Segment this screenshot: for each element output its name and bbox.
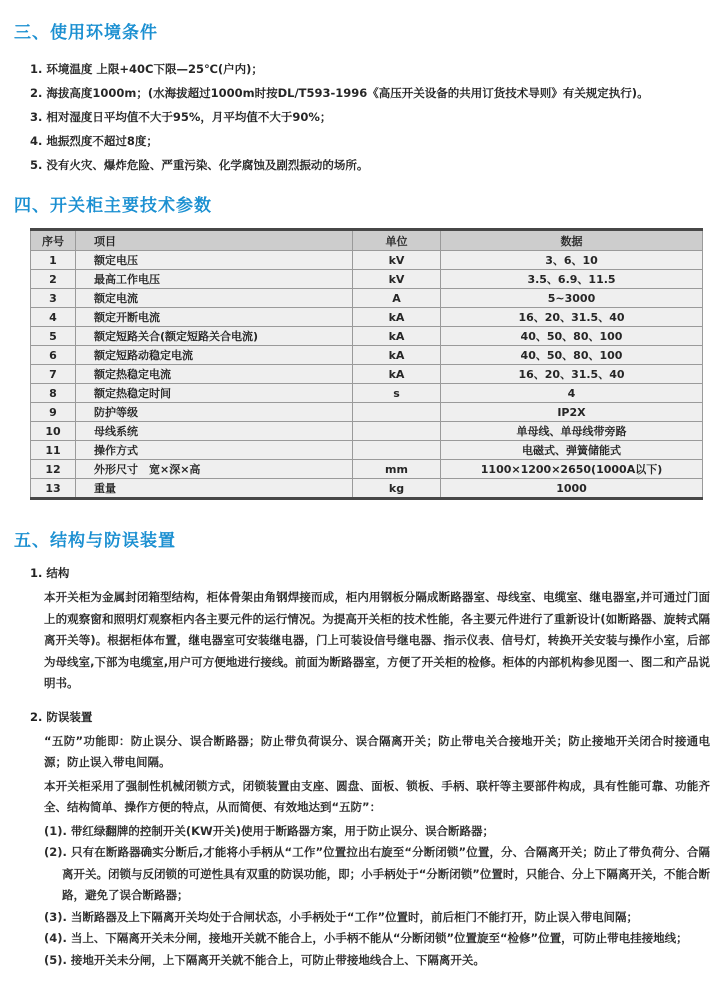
list-item: 5. 没有火灾、爆炸危险、严重污染、化学腐蚀及剧烈振动的场所。 [30,158,369,172]
cell-unit: mm [353,460,441,479]
column-header-data: 数据 [441,230,703,251]
table-row [31,460,703,479]
cell-item: 母线系统 [76,422,353,441]
cell-number: 10 [31,422,76,441]
cell-number: 5 [31,327,76,346]
section-structure-interlock [14,526,710,971]
subsection-structure-heading: 1. 结构 [30,566,70,580]
cell-number: 7 [31,365,76,384]
list-item: 2. 海拔高度1000m；(水海拔超过1000m时按DL/T593-1996《高压开关设备的共用订货技术导则》有关规定执行)。 [30,86,649,100]
list-item: (2). 只有在断路器确实分断后,才能将小手柄从“工作”位置拉出右旋至“分断闭锁”位置，分、合隔离开关；防止了带负荷分、合隔离开关。闭锁与反闭锁的可逆性具有双重的防误功能，即；小手柄处于“分断闭锁”位置时，只能合、分上下隔离开关，不能合断路，避免了误合断路器； [44,845,710,902]
list-item: 3. 相对湿度日平均值不大于95%，月平均值不大于90%； [30,110,332,124]
list-item: 4. 地振烈度不超过8度； [30,134,158,148]
table-row [31,422,703,441]
cell-data: 电磁式、弹簧储能式 [441,441,703,460]
column-header-unit: 单位 [353,230,441,251]
cell-unit: kV [353,251,441,270]
section-usage-environment [14,18,701,177]
interlock-items-list [44,821,710,972]
cell-data: 40、50、80、100 [441,346,703,365]
subsection-interlock-heading: 2. 防误装置 [30,709,93,724]
interlock-mechanism-paragraph: 本开关柜采用了强制性机械闭锁方式，闭锁装置由支座、圆盘、面板、锁板、手柄、联杆等主要部件构成，具有性能可靠、功能齐全、结构简单、操作方便的特点，从而简便、有效地达到“五防”： [44,778,710,814]
cell-data: IP2X [441,403,703,422]
cell-data: 40、50、80、100 [441,327,703,346]
cell-unit: A [353,289,441,308]
cell-data: 4 [441,384,703,403]
cell-data: 1000 [441,479,703,499]
list-item: (4). 当上、下隔离开关未分闸，接地开关就不能合上，小手柄不能从“分断闭锁”位置旋至“检修”位置，可防止带电挂接地线； [44,931,688,945]
table-row [31,479,703,499]
list-item: 1. 环境温度 上限+40C下限—25℃(户内)； [30,62,263,76]
table-row [31,346,703,365]
column-header-number: 序号 [31,230,76,251]
cell-unit: kV [353,270,441,289]
cell-data: 3、6、10 [441,251,703,270]
structure-paragraph: 本开关柜为金属封闭箱型结构，柜体骨架由角钢焊接而成，柜内用钢板分隔成断路器室、母线室、电缆室、继电器室,并可通过门面上的观察窗和照明灯观察柜内各主要元件的运行情况。为提高开关柜的技术性能，各主要元件进行了重新设计(如断路器、旋转式隔离开关等)。根据柜体布置，继电器室可安装继电器，门上可装设信号继电器、指示仪表、信号灯，转换开关安装与操作小室，后部为母线室,下部为电缆室,用户可方便地进行接线。前面为断路器室，方便了开关柜的检修。柜体的内部机构参见图一、图二和产品说明书。 [44,590,710,690]
cell-unit: kA [353,327,441,346]
cell-unit: kg [353,479,441,499]
table-row [31,289,703,308]
cell-item: 额定电压 [76,251,353,270]
list-item: (3). 当断路器及上下隔离开关均处于合闸状态，小手柄处于“工作”位置时，前后柜门不能打开，防止误入带电间隔； [44,909,638,924]
section-technical-parameters [14,191,701,500]
table-row [31,384,703,403]
table-row [31,251,703,270]
cell-item: 外形尺寸 宽×深×高 [76,460,353,479]
cell-number: 3 [31,289,76,308]
table-row [31,308,703,327]
cell-item: 防护等级 [76,403,353,422]
cell-unit [353,422,441,441]
cell-number: 4 [31,308,76,327]
five-prevention-paragraph: “五防”功能即：防止误分、误合断路器；防止带负荷误分、误合隔离开关；防止带电关合接地开关；防止接地开关闭合时接通电源；防止误入带电间隔。 [44,733,710,769]
cell-number: 12 [31,460,76,479]
cell-item: 重量 [76,479,353,499]
table-row [31,270,703,289]
cell-item: 额定热稳定电流 [76,365,353,384]
section4-title: 四、开关柜主要技术参数 [14,196,212,216]
cell-number: 2 [31,270,76,289]
cell-unit: kA [353,308,441,327]
technical-parameters-table [30,228,703,500]
cell-item: 操作方式 [76,441,353,460]
cell-item: 最高工作电压 [76,270,353,289]
table-row [31,365,703,384]
cell-unit [353,403,441,422]
cell-item: 额定短路动稳定电流 [76,346,353,365]
table-row [31,327,703,346]
cell-item: 额定短路关合(额定短路关合电流) [76,327,353,346]
cell-item: 额定电流 [76,289,353,308]
cell-unit: kA [353,346,441,365]
cell-item: 额定热稳定时间 [76,384,353,403]
cell-data: 5~3000 [441,289,703,308]
list-item: (5). 接地开关未分闸，上下隔离开关就不能合上，可防止带接地线合上、下隔离开关。 [44,952,485,967]
section3-title: 三、使用环境条件 [14,23,158,43]
table-row [31,441,703,460]
environment-conditions-list [30,57,701,177]
cell-data: 单母线、单母线带旁路 [441,422,703,441]
section5-title: 五、结构与防误装置 [14,531,176,551]
cell-unit: kA [353,365,441,384]
cell-data: 3.5、6.9、11.5 [441,270,703,289]
cell-data: 16、20、31.5、40 [441,308,703,327]
cell-unit: s [353,384,441,403]
cell-number: 11 [31,441,76,460]
cell-number: 6 [31,346,76,365]
list-item: (1). 带红绿翻牌的控制开关(KW开关)使用于断路器方案，用于防止误分、误合断路器； [44,823,494,838]
cell-number: 13 [31,479,76,499]
cell-data: 1100×1200×2650(1000A以下) [441,460,703,479]
table-row [31,403,703,422]
cell-data: 16、20、31.5、40 [441,365,703,384]
cell-number: 1 [31,251,76,270]
cell-unit [353,441,441,460]
table-header-row [31,230,703,251]
cell-number: 9 [31,403,76,422]
column-header-item: 项目 [76,230,353,251]
cell-number: 8 [31,384,76,403]
cell-item: 额定开断电流 [76,308,353,327]
